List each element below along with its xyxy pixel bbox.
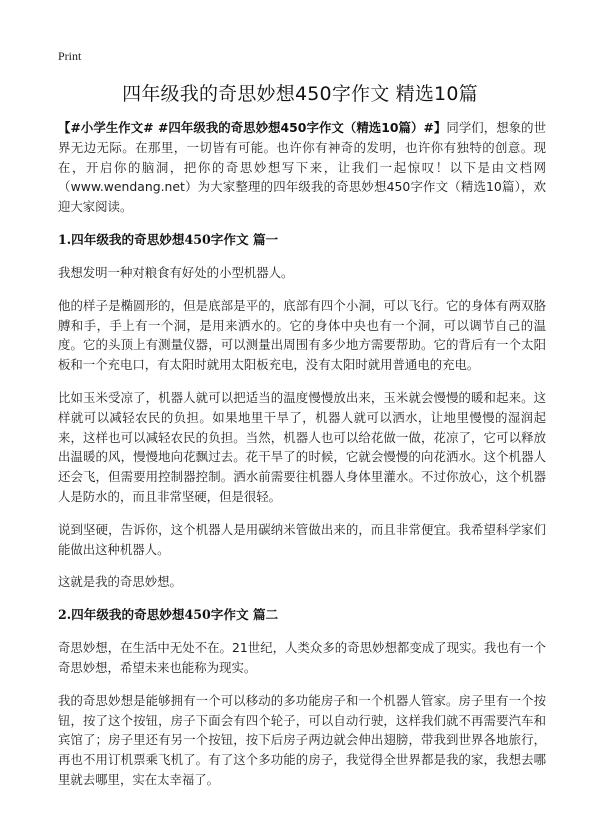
section-2-paragraph-1: 奇思妙想，在生活中无处不在。21世纪，人类众多的奇思妙想都变成了现实。我也有一个奇思妙想，希望未来也能称为现实。	[58, 640, 546, 675]
page-title: 四年级我的奇思妙想450字作文 精选10篇	[122, 83, 478, 105]
intro-paragraph	[58, 118, 546, 217]
section-2-heading: 2.四年级我的奇思妙想450字作文 篇二	[58, 607, 279, 623]
section-1-paragraph-3: 比如玉米受凉了，机器人就可以把适当的温度慢慢放出来，玉米就会慢慢的暖和起来。这样就可以减轻农民的负担。如果地里干旱了，机器人就可以洒水，让地里慢慢的湿润起来，这样也可以减轻农民的负担。当然，机器人也可以给花做一做，花凉了，它可以释放出温暖的风，慢慢地向花飘过去。花干旱了的时候，它就会慢慢的向花洒水。这个机器人还会飞，但需要用控制器控制。洒水前需要往机器人身体里灌水。不过你放心，这个机器人是防水的，而且非常坚硬，但是很轻。	[58, 389, 546, 504]
section-1-paragraph-2: 他的样子是椭圆形的，但是底部是平的，底部有四个小洞，可以飞行。它的身体有两双胳膊和手，手上有一个洞，是用来洒水的。它的身体中央也有一个洞，可以调节自己的温度。它的头顶上有测量仪器，可以测量出周围有多少地方需要帮助。它的背后有一个太阳板和一个充电口，有太阳时就用太阳板充电，没有太阳时就用普通电的充电。	[58, 297, 546, 373]
intro-text: 同学们，想象的世界无边无际。在那里，一切皆有可能。也许你有神奇的发明，也许你有独特的创意。现在，开启你的脑洞，把你的奇思妙想写下来，让我们一起惊叹！以下是由文档网（www.wendang.net）为大家整理的四年级我的奇思妙想450字作文（精选10篇），欢迎大家阅读。	[58, 120, 546, 215]
section-1-paragraph-1: 我想发明一种对粮食有好处的小型机器人。	[58, 264, 294, 280]
print-label: Print	[58, 49, 82, 63]
section-1-paragraph-5: 这就是我的奇思妙想。	[58, 574, 182, 590]
intro-tag: 【#小学生作文# #四年级我的奇思妙想450字作文（精选10篇）#】	[58, 120, 447, 135]
section-1-paragraph-4: 说到坚硬，告诉你，这个机器人是用碳纳米管做出来的，而且非常便宜。我希望科学家们能做出这种机器人。	[58, 521, 546, 557]
section-1-heading: 1.四年级我的奇思妙想450字作文 篇一	[58, 231, 279, 247]
article-body	[58, 118, 546, 803]
section-2-paragraph-2: 我的奇思妙想是能够拥有一个可以移动的多功能房子和一个机器人管家。房子里有一个按钮，按了这个按钮，房子下面会有四个轮子，可以自动行驶，这样我们就不再需要汽车和宾馆了；房子里还有另一个按钮，按下后房子两边就会伸出翅膀，带我到世界各地旅行，再也不用订机票乘飞机了。有了这个多功能的房子，我觉得全世界都是我的家，我想去哪里就去哪里，实在太幸福了。	[58, 692, 546, 787]
